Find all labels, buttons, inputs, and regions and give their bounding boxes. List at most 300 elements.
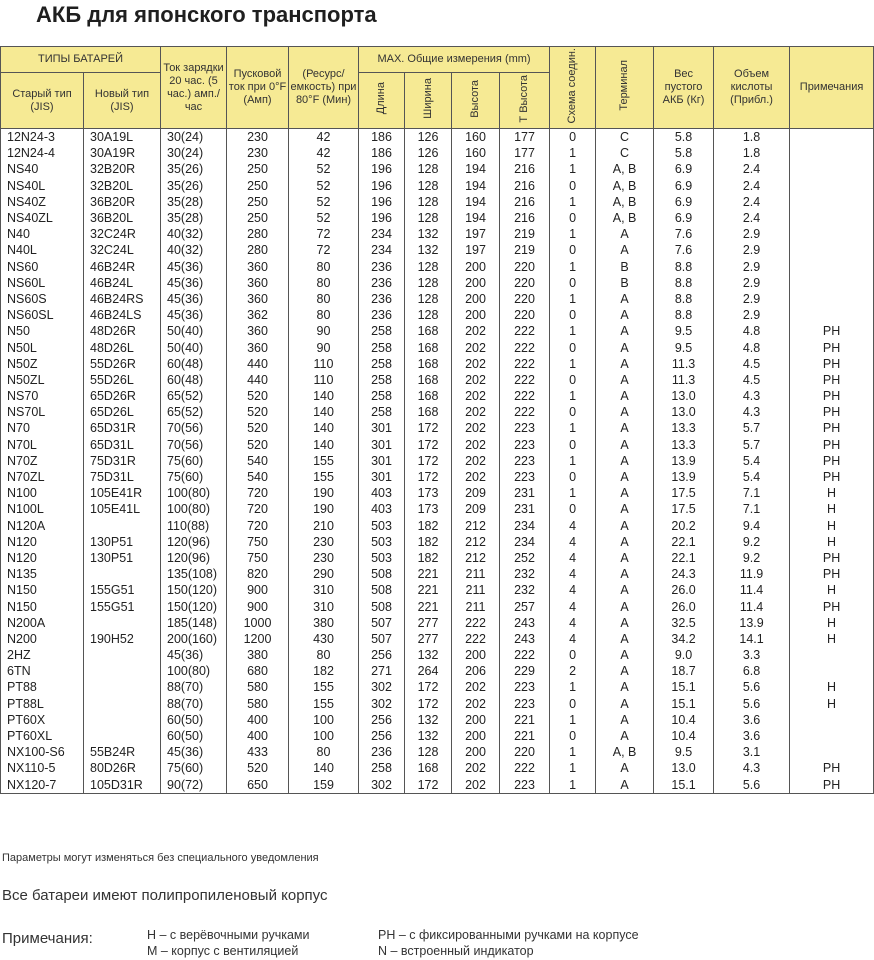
table-cell: 220: [500, 291, 550, 307]
table-cell: 5.7: [714, 437, 790, 453]
table-cell: 30A19R: [84, 145, 161, 161]
table-cell: 256: [359, 712, 405, 728]
table-cell: 40(32): [161, 242, 227, 258]
table-cell: 0: [550, 129, 596, 146]
table-row: [1, 259, 874, 275]
table-cell: N150: [1, 598, 84, 614]
table-cell: 210: [289, 518, 359, 534]
table-cell: 45(36): [161, 275, 227, 291]
table-cell: [790, 647, 874, 663]
table-cell: 440: [227, 356, 289, 372]
table-cell: 100(80): [161, 663, 227, 679]
table-cell: 13.9: [714, 615, 790, 631]
table-cell: 650: [227, 777, 289, 794]
table-cell: A: [596, 566, 654, 582]
table-cell: 88(70): [161, 679, 227, 695]
table-cell: NS60L: [1, 275, 84, 291]
table-cell: 135(108): [161, 566, 227, 582]
table-cell: A: [596, 647, 654, 663]
table-cell: 580: [227, 679, 289, 695]
table-cell: 750: [227, 534, 289, 550]
table-cell: 219: [500, 242, 550, 258]
table-cell: 132: [405, 242, 452, 258]
table-cell: 202: [452, 696, 500, 712]
table-cell: N50Z: [1, 356, 84, 372]
table-cell: NX110-5: [1, 760, 84, 776]
table-cell: NS40L: [1, 178, 84, 194]
table-cell: 6.9: [654, 178, 714, 194]
table-cell: 400: [227, 712, 289, 728]
table-cell: 9.5: [654, 744, 714, 760]
table-cell: 172: [405, 420, 452, 436]
table-row: [1, 388, 874, 404]
table-cell: PH: [790, 437, 874, 453]
table-cell: 202: [452, 469, 500, 485]
table-cell: A: [596, 339, 654, 355]
table-cell: 194: [452, 161, 500, 177]
table-cell: 1200: [227, 631, 289, 647]
table-cell: 362: [227, 307, 289, 323]
table-cell: 3.6: [714, 728, 790, 744]
table-cell: 3.6: [714, 712, 790, 728]
table-cell: 10.4: [654, 712, 714, 728]
table-cell: 22.1: [654, 550, 714, 566]
table-cell: PT60XL: [1, 728, 84, 744]
table-cell: 42: [289, 129, 359, 146]
table-cell: 32B20R: [84, 161, 161, 177]
table-cell: 50(40): [161, 339, 227, 355]
table-cell: 17.5: [654, 485, 714, 501]
table-cell: 4.3: [714, 404, 790, 420]
table-cell: 160: [452, 145, 500, 161]
table-cell: NS60: [1, 259, 84, 275]
table-cell: 128: [405, 307, 452, 323]
table-cell: 140: [289, 760, 359, 776]
table-cell: A: [596, 469, 654, 485]
table-cell: 45(36): [161, 647, 227, 663]
table-cell: 202: [452, 339, 500, 355]
table-cell: 200: [452, 291, 500, 307]
table-cell: 0: [550, 469, 596, 485]
table-cell: 720: [227, 501, 289, 517]
table-cell: 13.0: [654, 404, 714, 420]
table-cell: 720: [227, 485, 289, 501]
table-cell: 258: [359, 760, 405, 776]
table-cell: NS40ZL: [1, 210, 84, 226]
table-cell: 1: [550, 323, 596, 339]
table-cell: 0: [550, 501, 596, 517]
table-cell: 1: [550, 679, 596, 695]
table-cell: 70(56): [161, 437, 227, 453]
table-cell: N70Z: [1, 453, 84, 469]
table-cell: 45(36): [161, 291, 227, 307]
table-row: [1, 194, 874, 210]
table-row: [1, 339, 874, 355]
table-cell: 222: [452, 631, 500, 647]
table-cell: 1.8: [714, 129, 790, 146]
table-row: [1, 744, 874, 760]
table-cell: 2.9: [714, 226, 790, 242]
table-cell: 200: [452, 259, 500, 275]
table-cell: 32.5: [654, 615, 714, 631]
table-cell: 4: [550, 550, 596, 566]
table-cell: 60(48): [161, 356, 227, 372]
table-cell: PH: [790, 566, 874, 582]
table-cell: 128: [405, 291, 452, 307]
table-cell: 211: [452, 566, 500, 582]
table-cell: 4.3: [714, 760, 790, 776]
table-cell: 229: [500, 663, 550, 679]
table-cell: PH: [790, 550, 874, 566]
header-length: [359, 73, 405, 129]
table-cell: A: [596, 372, 654, 388]
table-cell: A: [596, 518, 654, 534]
table-cell: 190: [289, 485, 359, 501]
table-row: [1, 307, 874, 323]
table-cell: 230: [227, 145, 289, 161]
note-ph: РН – с фиксированными ручками на корпусе: [378, 928, 639, 942]
table-cell: 1: [550, 420, 596, 436]
table-cell: 72: [289, 226, 359, 242]
table-cell: 302: [359, 696, 405, 712]
table-cell: N120: [1, 550, 84, 566]
table-cell: N70: [1, 420, 84, 436]
table-cell: 507: [359, 631, 405, 647]
table-cell: 503: [359, 518, 405, 534]
table-row: [1, 566, 874, 582]
table-cell: PH: [790, 339, 874, 355]
table-cell: 11.9: [714, 566, 790, 582]
table-cell: 90: [289, 339, 359, 355]
table-cell: 60(50): [161, 712, 227, 728]
table-cell: [84, 518, 161, 534]
table-cell: 2.4: [714, 194, 790, 210]
table-cell: 35(28): [161, 194, 227, 210]
header-weight: Вес пустого АКБ (Кг): [654, 47, 714, 129]
table-cell: 200: [452, 647, 500, 663]
table-cell: 65(52): [161, 388, 227, 404]
header-acid: Объем кислоты (Прибл.): [714, 47, 790, 129]
table-cell: 1: [550, 291, 596, 307]
table-cell: 212: [452, 550, 500, 566]
table-cell: C: [596, 145, 654, 161]
table-cell: 243: [500, 631, 550, 647]
table-cell: 100(80): [161, 501, 227, 517]
table-cell: 230: [289, 534, 359, 550]
table-cell: 173: [405, 485, 452, 501]
table-cell: 4: [550, 566, 596, 582]
table-cell: 155: [289, 453, 359, 469]
table-cell: N40: [1, 226, 84, 242]
table-cell: 60(50): [161, 728, 227, 744]
table-cell: 4.8: [714, 339, 790, 355]
table-cell: A: [596, 534, 654, 550]
table-cell: 216: [500, 194, 550, 210]
table-cell: 168: [405, 323, 452, 339]
table-cell: 168: [405, 760, 452, 776]
table-row: [1, 437, 874, 453]
table-row: [1, 210, 874, 226]
table-cell: 24.3: [654, 566, 714, 582]
table-cell: PH: [790, 760, 874, 776]
table-cell: 250: [227, 161, 289, 177]
table-cell: 4.3: [714, 388, 790, 404]
table-cell: 220: [500, 307, 550, 323]
table-cell: 128: [405, 275, 452, 291]
table-cell: 520: [227, 388, 289, 404]
table-cell: 223: [500, 453, 550, 469]
table-cell: 168: [405, 356, 452, 372]
table-cell: 26.0: [654, 598, 714, 614]
table-cell: 202: [452, 356, 500, 372]
table-cell: 380: [227, 647, 289, 663]
header-width: [405, 73, 452, 129]
table-cell: [790, 291, 874, 307]
table-cell: 75(60): [161, 469, 227, 485]
table-cell: 9.4: [714, 518, 790, 534]
table-cell: 5.8: [654, 145, 714, 161]
table-cell: 110: [289, 372, 359, 388]
table-cell: PT88L: [1, 696, 84, 712]
table-cell: 250: [227, 210, 289, 226]
table-row: [1, 129, 874, 146]
table-cell: 80: [289, 259, 359, 275]
table-cell: A: [596, 582, 654, 598]
table-row: [1, 404, 874, 420]
table-cell: 182: [405, 550, 452, 566]
table-cell: PH: [790, 404, 874, 420]
table-cell: A, B: [596, 178, 654, 194]
table-cell: A: [596, 712, 654, 728]
table-cell: 155G51: [84, 582, 161, 598]
table-cell: 4: [550, 615, 596, 631]
table-cell: 140: [289, 404, 359, 420]
table-cell: 507: [359, 615, 405, 631]
table-cell: 168: [405, 372, 452, 388]
table-cell: [790, 194, 874, 210]
table-cell: 46B24LS: [84, 307, 161, 323]
table-cell: 360: [227, 339, 289, 355]
table-cell: A, B: [596, 194, 654, 210]
header-charge-current: Ток зарядки 20 час. (5 час.) амп./час: [161, 47, 227, 129]
header-dimensions: МАХ. Общие измерения (mm): [359, 47, 550, 73]
table-row: [1, 145, 874, 161]
table-cell: 194: [452, 210, 500, 226]
table-cell: 4: [550, 598, 596, 614]
table-cell: 105E41L: [84, 501, 161, 517]
table-row: [1, 760, 874, 776]
table-cell: A, B: [596, 210, 654, 226]
table-cell: NS40Z: [1, 194, 84, 210]
table-cell: 2.4: [714, 210, 790, 226]
table-cell: 194: [452, 194, 500, 210]
table-cell: 750: [227, 550, 289, 566]
table-cell: H: [790, 501, 874, 517]
table-cell: 2HZ: [1, 647, 84, 663]
table-cell: 6.9: [654, 194, 714, 210]
table-row: [1, 598, 874, 614]
table-cell: 55D26L: [84, 372, 161, 388]
table-cell: 6.8: [714, 663, 790, 679]
table-cell: 503: [359, 534, 405, 550]
table-cell: 264: [405, 663, 452, 679]
table-cell: B: [596, 259, 654, 275]
table-cell: PH: [790, 372, 874, 388]
table-cell: 223: [500, 777, 550, 794]
table-cell: 128: [405, 259, 452, 275]
table-cell: 4.5: [714, 356, 790, 372]
table-cell: 301: [359, 437, 405, 453]
table-cell: 46B24RS: [84, 291, 161, 307]
table-cell: 202: [452, 420, 500, 436]
header-height-label: Высота: [469, 79, 481, 118]
table-cell: 11.3: [654, 372, 714, 388]
table-cell: A: [596, 615, 654, 631]
header-old-type: Старый тип (JIS): [1, 73, 84, 129]
table-cell: A: [596, 485, 654, 501]
header-t-height-label: Т Высота: [518, 74, 531, 123]
table-row: [1, 275, 874, 291]
table-cell: 80: [289, 744, 359, 760]
table-cell: 520: [227, 760, 289, 776]
table-cell: 150(120): [161, 582, 227, 598]
table-cell: 3.3: [714, 647, 790, 663]
table-cell: 200: [452, 712, 500, 728]
table-cell: 196: [359, 178, 405, 194]
table-cell: [84, 728, 161, 744]
table-cell: 30(24): [161, 129, 227, 146]
table-cell: 2.9: [714, 275, 790, 291]
header-notes: Примечания: [790, 47, 874, 129]
table-cell: 222: [500, 404, 550, 420]
table-cell: 132: [405, 226, 452, 242]
table-cell: 45(36): [161, 744, 227, 760]
table-cell: A: [596, 437, 654, 453]
table-cell: 130P51: [84, 550, 161, 566]
disclaimer: Параметры могут изменяться без специального уведомления: [2, 852, 319, 864]
table-cell: 290: [289, 566, 359, 582]
table-cell: N40L: [1, 242, 84, 258]
table-cell: 160: [452, 129, 500, 146]
table-cell: 220: [500, 744, 550, 760]
table-cell: 0: [550, 728, 596, 744]
table-cell: 256: [359, 647, 405, 663]
table-cell: 200: [452, 728, 500, 744]
table-cell: [790, 744, 874, 760]
table-cell: 52: [289, 194, 359, 210]
table-cell: 90: [289, 323, 359, 339]
table-cell: 310: [289, 598, 359, 614]
table-cell: 75D31R: [84, 453, 161, 469]
table-cell: A: [596, 679, 654, 695]
table-cell: 13.9: [654, 469, 714, 485]
table-cell: [84, 696, 161, 712]
table-cell: 2.9: [714, 242, 790, 258]
table-cell: 360: [227, 259, 289, 275]
table-cell: 9.2: [714, 534, 790, 550]
table-cell: 433: [227, 744, 289, 760]
table-cell: A: [596, 323, 654, 339]
header-length-label: Длина: [375, 82, 387, 115]
table-cell: 120(96): [161, 534, 227, 550]
table-cell: 0: [550, 210, 596, 226]
table-row: [1, 582, 874, 598]
table-cell: 7.1: [714, 485, 790, 501]
table-cell: 820: [227, 566, 289, 582]
table-cell: N50: [1, 323, 84, 339]
table-cell: 430: [289, 631, 359, 647]
table-cell: A: [596, 631, 654, 647]
table-cell: 6.9: [654, 161, 714, 177]
table-cell: 12N24-4: [1, 145, 84, 161]
table-cell: 503: [359, 550, 405, 566]
table-cell: 172: [405, 469, 452, 485]
table-cell: N50L: [1, 339, 84, 355]
table-cell: 172: [405, 453, 452, 469]
table-cell: 221: [500, 712, 550, 728]
table-cell: 52: [289, 161, 359, 177]
table-cell: 5.7: [714, 420, 790, 436]
table-cell: 236: [359, 744, 405, 760]
table-cell: [790, 129, 874, 146]
table-cell: 2: [550, 663, 596, 679]
table-cell: 65D26L: [84, 404, 161, 420]
table-cell: 100: [289, 728, 359, 744]
table-cell: 155: [289, 679, 359, 695]
table-cell: 1: [550, 145, 596, 161]
table-cell: A: [596, 728, 654, 744]
table-cell: 258: [359, 356, 405, 372]
table-body: [1, 129, 874, 794]
table-cell: 110(88): [161, 518, 227, 534]
table-cell: 100: [289, 712, 359, 728]
table-row: [1, 485, 874, 501]
table-cell: 34.2: [654, 631, 714, 647]
table-cell: 75(60): [161, 760, 227, 776]
table-cell: 231: [500, 501, 550, 517]
table-cell: PT88: [1, 679, 84, 695]
table-cell: 128: [405, 210, 452, 226]
table-cell: 4.8: [714, 323, 790, 339]
table-cell: 90(72): [161, 777, 227, 794]
header-t-height: [500, 73, 550, 129]
table-cell: 520: [227, 437, 289, 453]
header-terminal: [596, 47, 654, 129]
header-resource: (Ресурс/ емкость) при 80°F (Мин): [289, 47, 359, 129]
table-cell: 508: [359, 566, 405, 582]
table-cell: 1: [550, 259, 596, 275]
table-cell: 223: [500, 696, 550, 712]
table-cell: A: [596, 356, 654, 372]
table-row: [1, 728, 874, 744]
table-cell: 301: [359, 420, 405, 436]
table-cell: 32B20L: [84, 178, 161, 194]
table-cell: 70(56): [161, 420, 227, 436]
table-cell: 32C24L: [84, 242, 161, 258]
table-cell: [790, 226, 874, 242]
table-cell: 900: [227, 598, 289, 614]
table-cell: 140: [289, 420, 359, 436]
table-cell: 126: [405, 129, 452, 146]
table-cell: 132: [405, 647, 452, 663]
table-row: [1, 518, 874, 534]
table-row: [1, 712, 874, 728]
table-cell: 508: [359, 598, 405, 614]
table-cell: 40(32): [161, 226, 227, 242]
table-cell: 4: [550, 582, 596, 598]
table-cell: 250: [227, 178, 289, 194]
table-row: [1, 679, 874, 695]
